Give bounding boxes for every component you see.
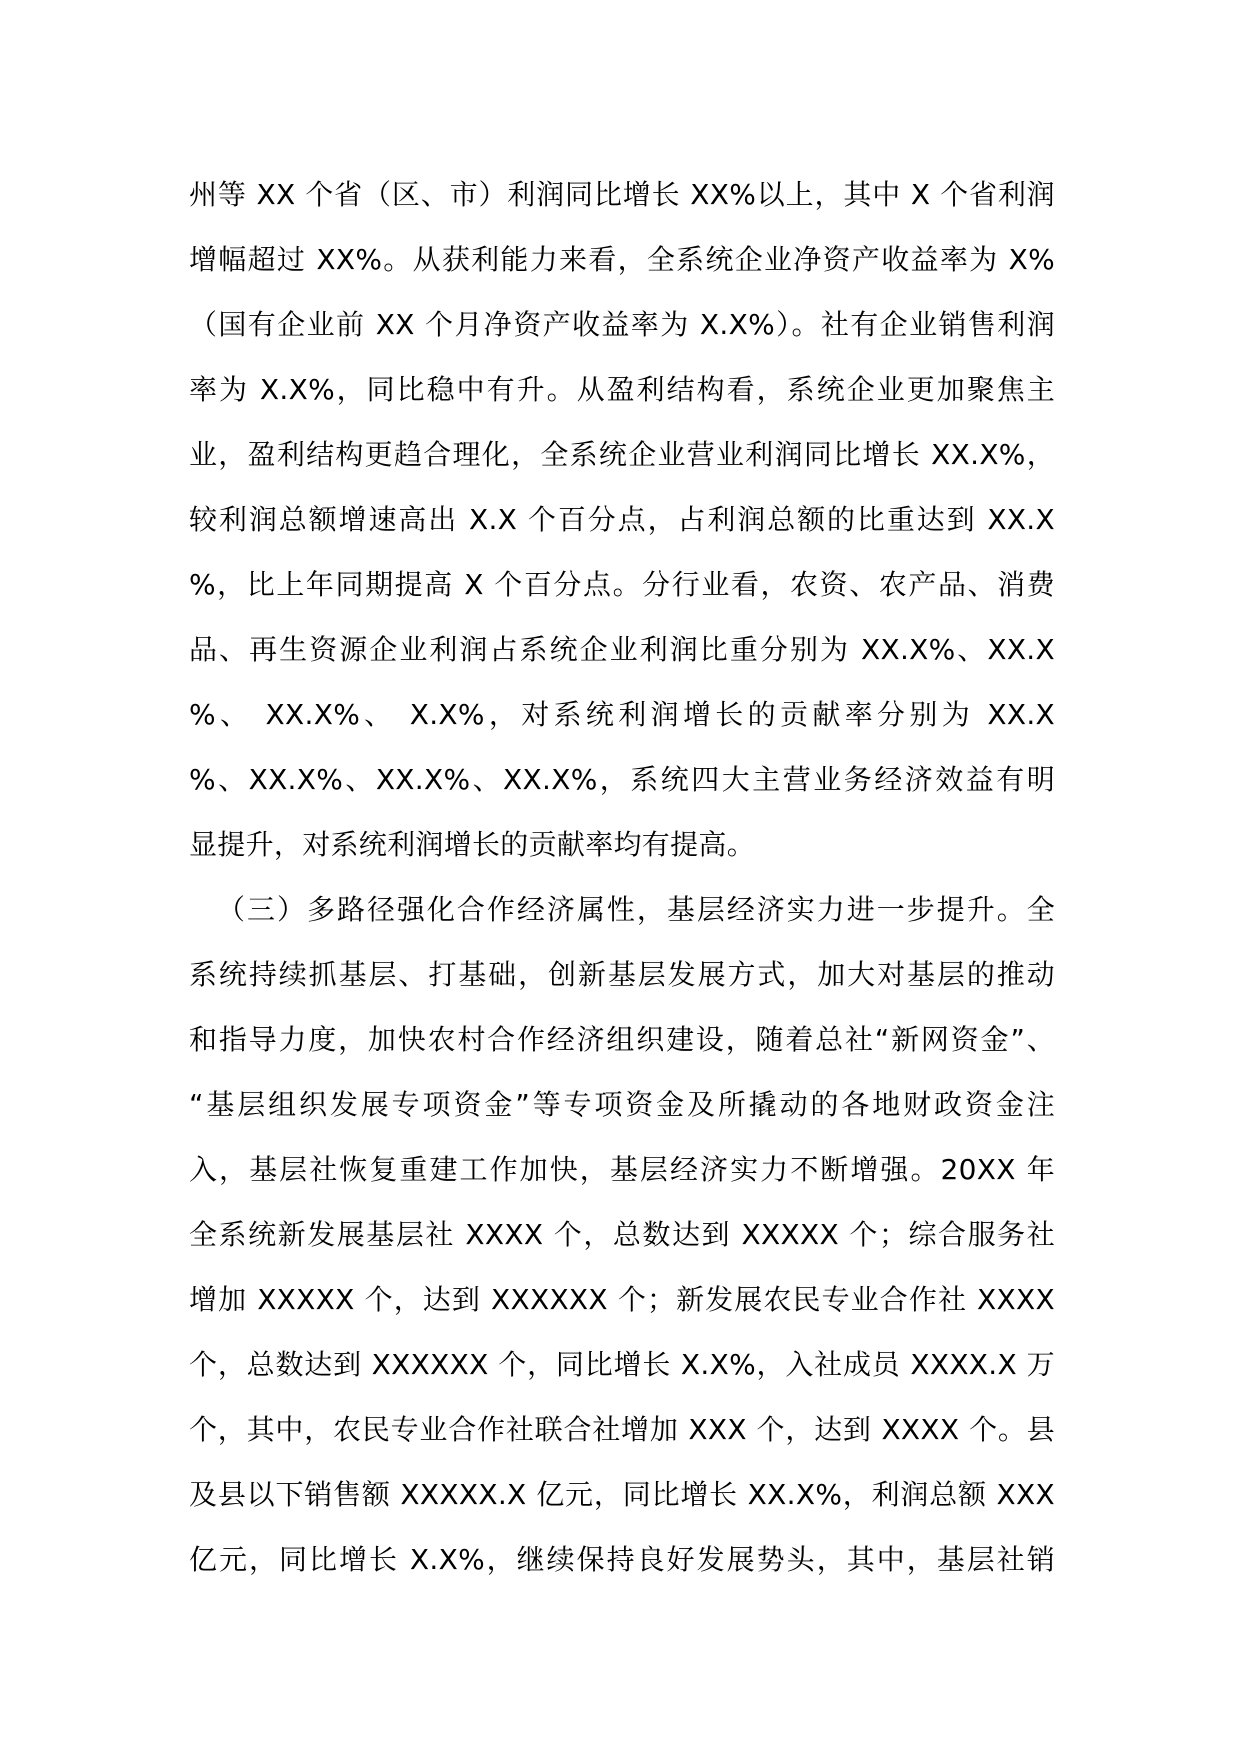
paragraph-profit-analysis	[189, 162, 1055, 877]
section-heading-line: （三）多路径强化合作经济属性，基层经济实力进一步提升。全	[217, 893, 1055, 926]
text-line: 个，总数达到 XXXXXX 个，同比增长 X.X%，入社成员 XXXX.X 万	[189, 1348, 1055, 1381]
text-line: %、XX.X%、XX.X%、XX.X%，系统四大主营业务经济效益有明	[189, 763, 1055, 796]
text-line: 系统持续抓基层、打基础，创新基层发展方式，加大对基层的推动	[189, 958, 1055, 991]
text-line: 业，盈利结构更趋合理化，全系统企业营业利润同比增长 XX.X%，	[189, 438, 1055, 471]
text-line: 品、再生资源企业利润占系统企业利润比重分别为 XX.X%、XX.X	[189, 633, 1055, 666]
text-line: 和指导力度，加快农村合作经济组织建设，随着总社“新网资金”、	[189, 1023, 1055, 1056]
text-line: %、 XX.X%、 X.X%，对系统利润增长的贡献率分别为 XX.X	[189, 698, 1055, 731]
text-line: 率为 X.X%，同比稳中有升。从盈利结构看，系统企业更加聚焦主	[189, 373, 1055, 406]
text-line: 入，基层社恢复重建工作加快，基层经济实力不断增强。20XX 年	[189, 1153, 1055, 1186]
body-text	[189, 162, 1055, 1592]
text-line: 及县以下销售额 XXXXX.X 亿元，同比增长 XX.X%，利润总额 XXX	[189, 1478, 1055, 1511]
text-line: 州等 XX 个省（区、市）利润同比增长 XX%以上，其中 X 个省利润	[189, 178, 1055, 211]
text-line: 较利润总额增速高出 X.X 个百分点，占利润总额的比重达到 XX.X	[189, 503, 1055, 536]
text-line: 增幅超过 XX%。从获利能力来看，全系统企业净资产收益率为 X%	[189, 243, 1055, 276]
text-line: 个，其中，农民专业合作社联合社增加 XXX 个，达到 XXXX 个。县	[189, 1413, 1055, 1446]
text-line: “基层组织发展专项资金”等专项资金及所撬动的各地财政资金注	[189, 1088, 1055, 1121]
text-line: %，比上年同期提高 X 个百分点。分行业看，农资、农产品、消费	[189, 568, 1055, 601]
text-line: 显提升，对系统利润增长的贡献率均有提高。	[189, 828, 756, 861]
text-line: （国有企业前 XX 个月净资产收益率为 X.X%）。社有企业销售利润	[189, 308, 1055, 341]
paragraph-grassroots-economy	[189, 877, 1055, 1592]
text-line: 全系统新发展基层社 XXXX 个，总数达到 XXXXX 个；综合服务社	[189, 1218, 1055, 1251]
text-line: 亿元，同比增长 X.X%，继续保持良好发展势头，其中，基层社销	[189, 1543, 1055, 1576]
text-line: 增加 XXXXX 个，达到 XXXXXX 个；新发展农民专业合作社 XXXX	[189, 1283, 1055, 1316]
